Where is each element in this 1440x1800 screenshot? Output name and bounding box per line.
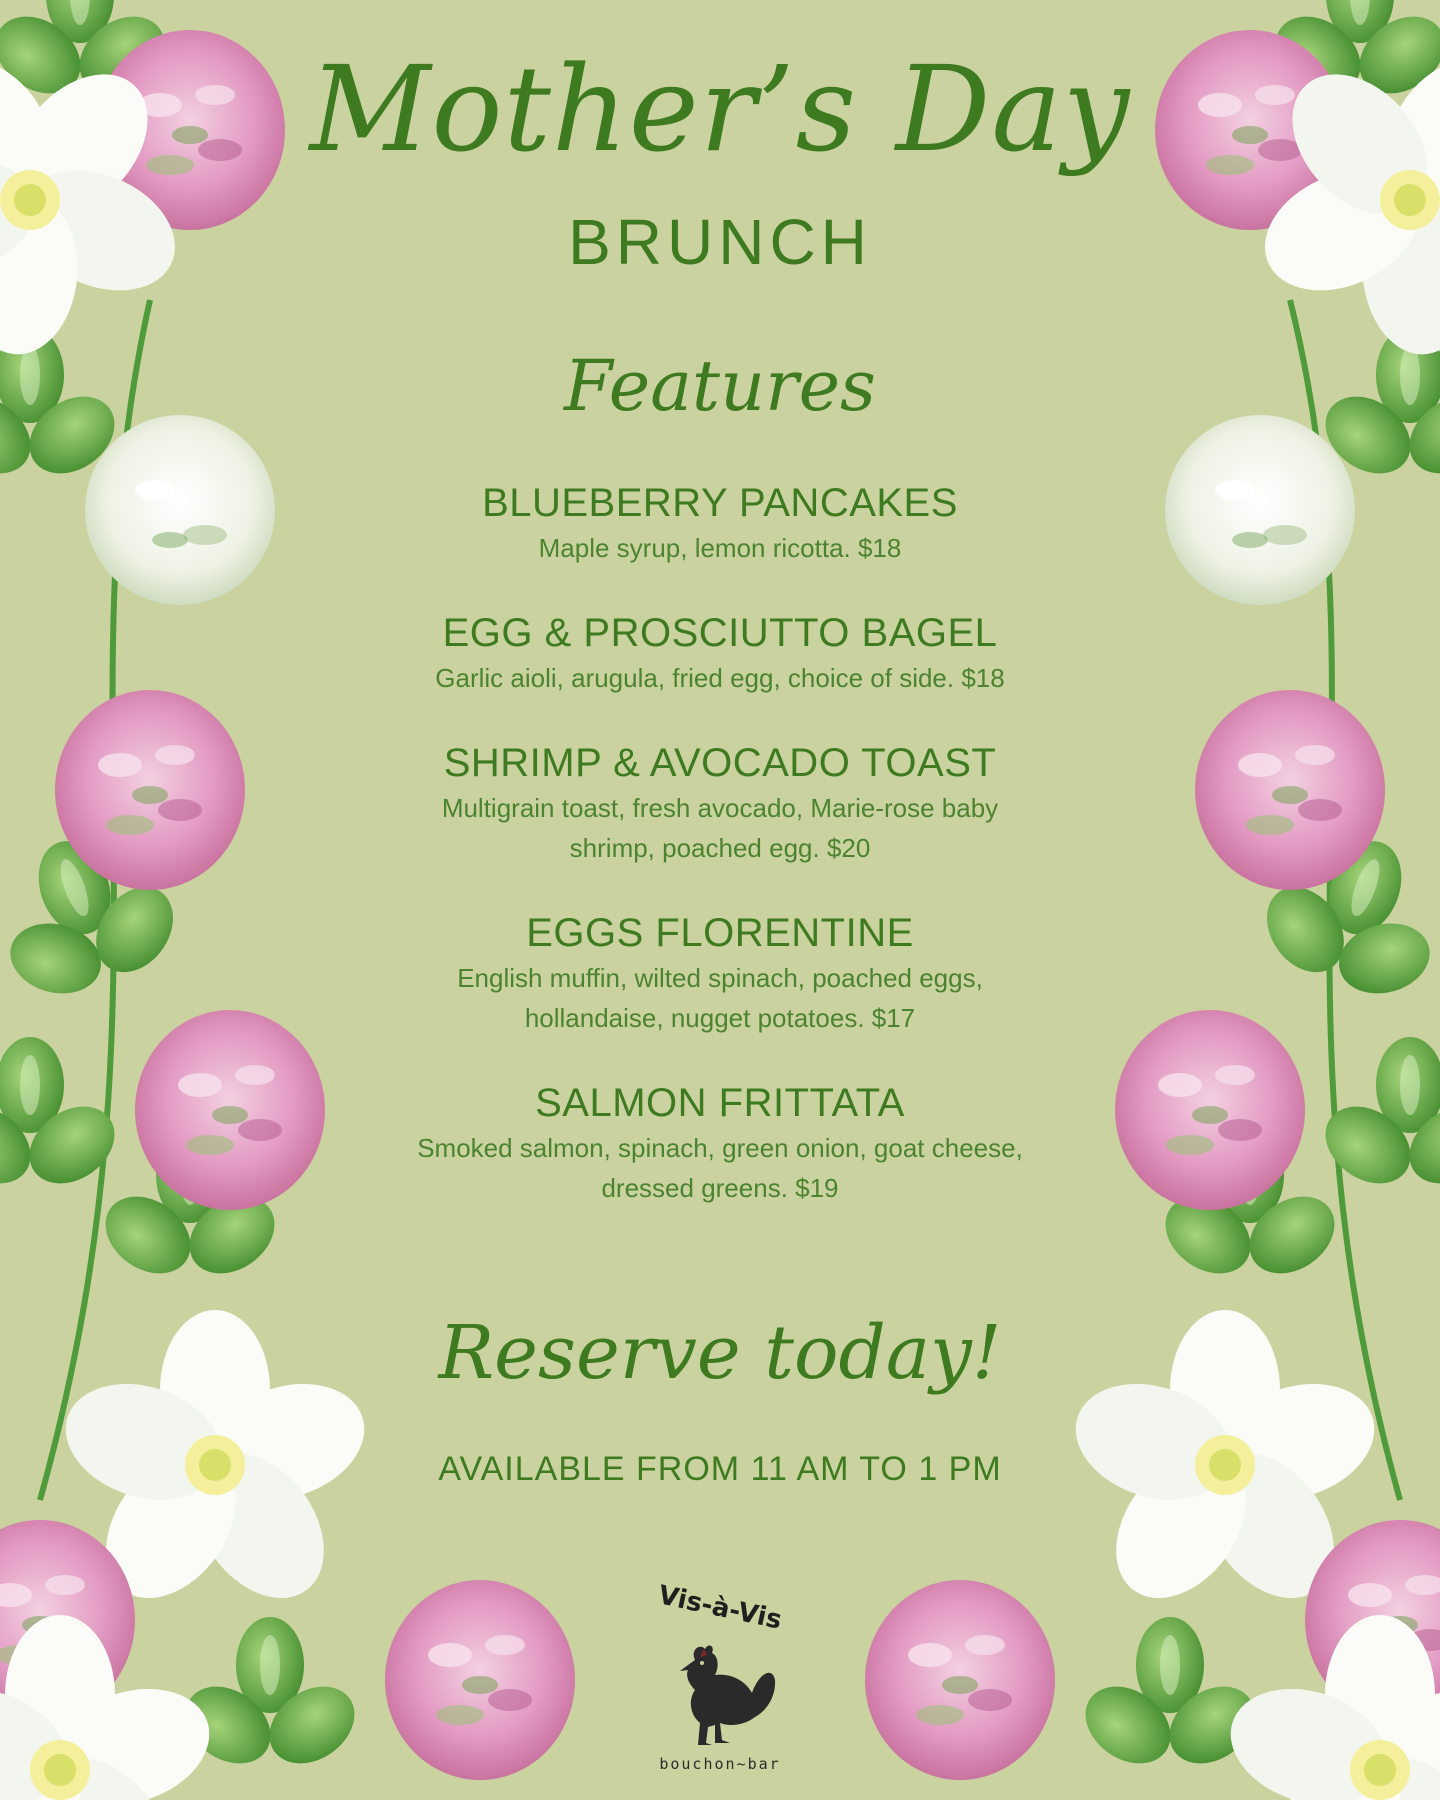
page-title: Mother’s Day — [309, 40, 1131, 178]
menu-item-name: SHRIMP & AVOCADO TOAST — [443, 741, 997, 785]
menu-item — [320, 908, 1120, 1038]
menu-item-description: English muffin, wilted spinach, poached eggs, — [457, 963, 983, 993]
restaurant-logo — [630, 1575, 810, 1775]
menu-item — [320, 608, 1120, 698]
menu-item-description: Multigrain toast, fresh avocado, Marie-rose baby — [441, 793, 999, 823]
menu-item — [320, 738, 1120, 868]
menu-item-name: BLUEBERRY PANCAKES — [482, 481, 958, 525]
menu-item-name: EGGS FLORENTINE — [526, 911, 914, 955]
availability-text: AVAILABLE FROM 11 AM TO 1 PM — [438, 1450, 1002, 1488]
menu-item — [320, 1078, 1120, 1208]
menu-item-description: shrimp, poached egg. $20 — [569, 833, 871, 863]
menu-item — [320, 478, 1120, 568]
menu-list — [320, 478, 1120, 1248]
menu-item-description: Smoked salmon, spinach, green onion, goat cheese, — [417, 1133, 1023, 1163]
menu-item-description: hollandaise, nugget potatoes. $17 — [524, 1003, 916, 1033]
logo-name: Vis-à-Vis — [655, 1580, 785, 1636]
menu-item-name: SALMON FRITTATA — [535, 1081, 905, 1125]
menu-item-description: dressed greens. $19 — [601, 1173, 839, 1203]
menu-item-description: Garlic aioli, arugula, fried egg, choice of side. $18 — [435, 663, 1005, 693]
menu-item-name: EGG & PROSCIUTTO BAGEL — [442, 611, 998, 655]
reserve-callout: Reserve today! — [438, 1310, 1002, 1396]
menu-item-description: Maple syrup, lemon ricotta. $18 — [538, 533, 902, 563]
logo-tagline: bouchon~bar — [659, 1755, 781, 1773]
page-subtitle: BRUNCH — [568, 206, 872, 278]
features-heading: Features — [564, 345, 876, 427]
rooster-icon — [660, 1635, 780, 1750]
